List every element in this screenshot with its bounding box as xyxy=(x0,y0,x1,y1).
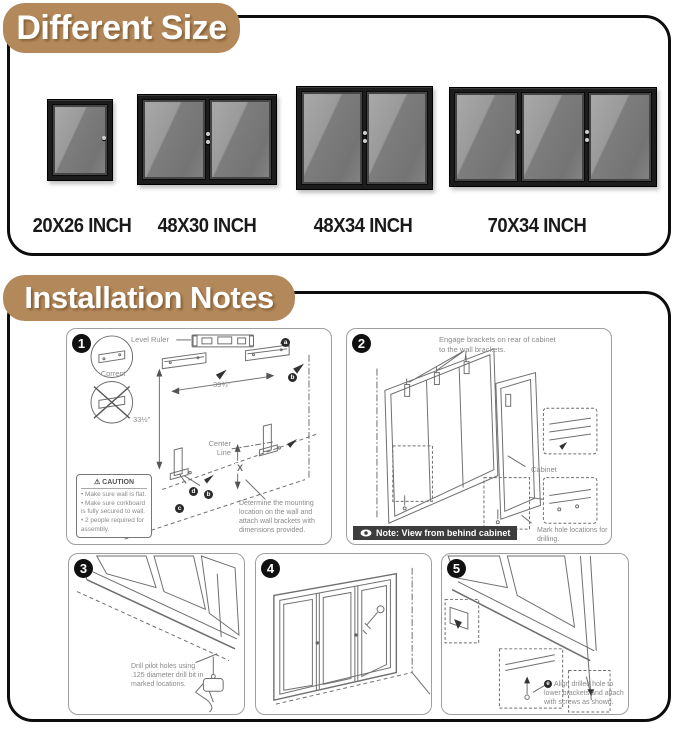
caution-item: • Make sure wall is flat. xyxy=(81,491,147,500)
lock-icon xyxy=(516,130,520,134)
size-label-70x34: 70X34 INCH xyxy=(487,215,587,237)
cabinet-door xyxy=(522,93,584,181)
step-4-panel xyxy=(255,553,432,715)
step-1-panel xyxy=(66,328,332,545)
cabinet-20x26 xyxy=(47,99,113,181)
cabinet-label: Cabinet xyxy=(531,465,557,474)
step-5-panel xyxy=(441,553,629,715)
engage-brackets-note: Engage brackets on rear of cabinet to the wall brackets. xyxy=(439,335,556,354)
size-label-48x30: 48X30 INCH xyxy=(157,215,257,237)
cabinet-door xyxy=(589,93,651,181)
step-2-panel xyxy=(346,328,612,545)
lock-icon xyxy=(206,132,210,144)
step-3-line-art xyxy=(69,554,244,714)
cabinet-door xyxy=(302,92,362,184)
width-dimension: 39¾" xyxy=(213,380,231,389)
step-2-number: 2 xyxy=(352,334,371,353)
determine-note: Determine the mounting location on the wall and attach wall brackets with dimensions provided. xyxy=(239,500,315,535)
step-3-panel xyxy=(68,553,245,715)
callout-letter-c: c xyxy=(175,504,184,513)
callout-letter-b: b xyxy=(288,373,297,382)
eye-icon xyxy=(360,529,372,537)
warning-icon: ⚠ xyxy=(93,479,101,486)
screw-icon: e xyxy=(544,680,552,688)
lock-icon xyxy=(363,131,367,143)
callout-letter-a: a xyxy=(281,338,290,347)
different-size-title: Different Size xyxy=(3,3,240,53)
cabinet-70x34 xyxy=(449,87,657,187)
view-note-text: Note: View from behind cabinet xyxy=(376,528,511,538)
size-label-48x34: 48X34 INCH xyxy=(313,215,413,237)
drill-pilot-holes-note: Drill pilot holes using .125 diameter drill bit in marked locations. xyxy=(131,663,204,689)
cabinet-door xyxy=(143,100,205,179)
correct-label: Correct xyxy=(100,369,126,378)
lock-icon xyxy=(102,136,106,140)
step-4-line-art xyxy=(256,554,431,714)
cabinet-door xyxy=(210,100,272,179)
caution-item: • Make sure corkboard is fully secured to wall. xyxy=(81,500,147,517)
caution-item: • 2 people required for assembly. xyxy=(81,517,147,534)
level-ruler-label: Level Ruler xyxy=(131,335,169,344)
step-4-number: 4 xyxy=(261,559,280,578)
installation-notes-title: Installation Notes xyxy=(3,275,295,321)
x-dimension-label: X xyxy=(237,463,244,473)
center-line-label-2: Line xyxy=(216,448,231,457)
center-line-label-1: Center xyxy=(208,439,231,448)
view-note-bar xyxy=(353,526,517,540)
cabinet-48x30 xyxy=(137,94,277,185)
step-3-number: 3 xyxy=(74,559,93,578)
lock-icon xyxy=(585,130,589,142)
caution-title: ⚠ CAUTION xyxy=(81,478,147,489)
callout-letter-d: d xyxy=(189,487,198,496)
step-5-number: 5 xyxy=(447,559,466,578)
height-dimension: 33½" xyxy=(133,415,151,424)
step-2-line-art xyxy=(347,329,611,544)
caution-box xyxy=(76,474,152,538)
step-1-number: 1 xyxy=(72,334,91,353)
size-label-20x26: 20X26 INCH xyxy=(32,215,132,237)
cabinet-door xyxy=(367,92,427,184)
cabinet-48x34 xyxy=(296,86,433,190)
mark-holes-note: Mark hole locations for drilling. xyxy=(537,527,608,544)
callout-letter-b: b xyxy=(204,490,213,499)
cabinet-door xyxy=(455,93,517,181)
cabinet-door xyxy=(53,105,107,175)
align-hole-note: e Align drilled hole to lower brackets and attach with screws as shown. xyxy=(544,681,624,707)
